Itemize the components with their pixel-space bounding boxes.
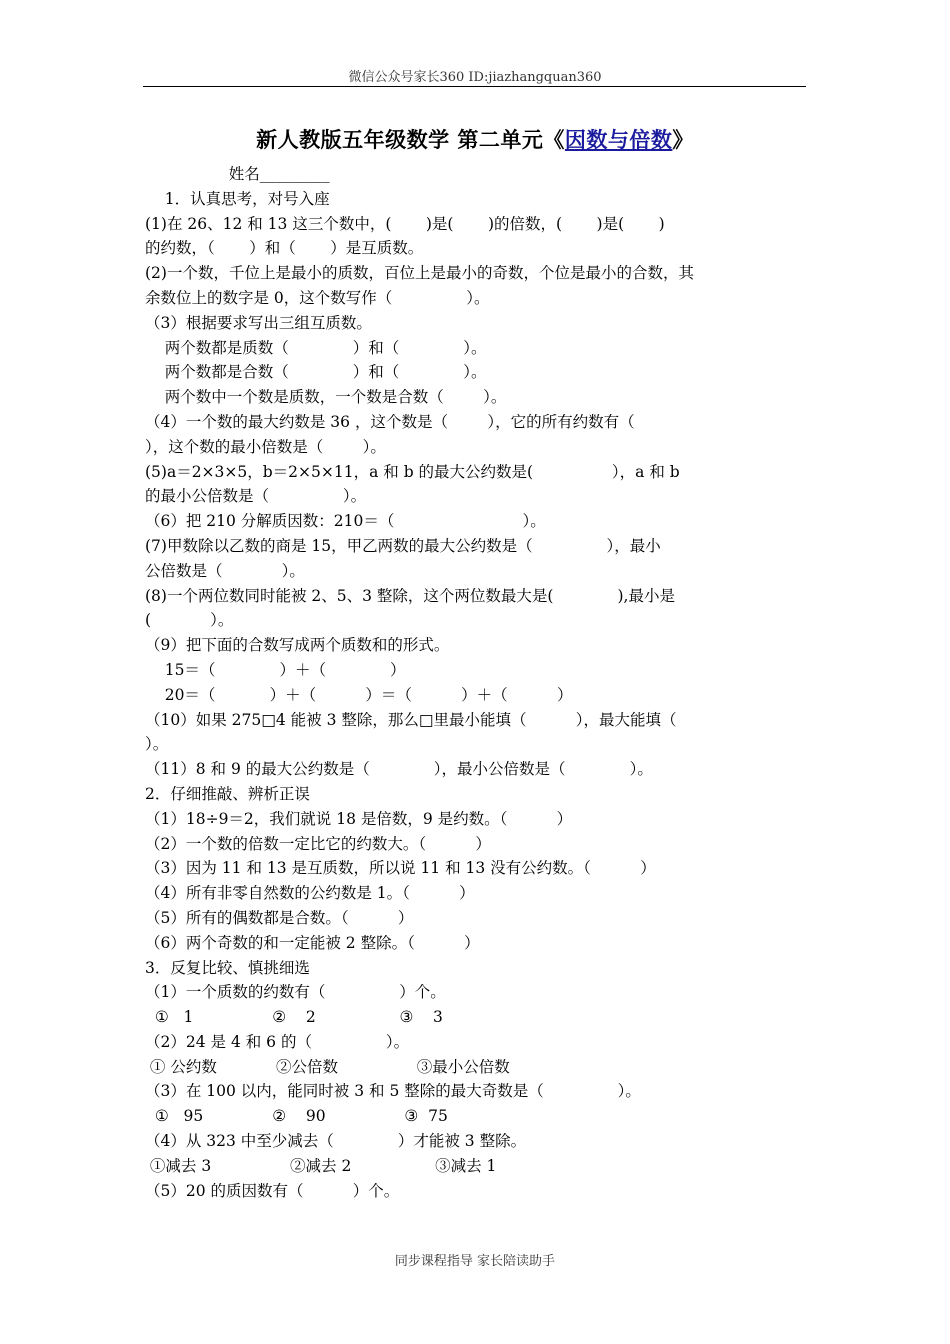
text-line: （1）一个质数的约数有（ ）个。 — [145, 983, 446, 1002]
text-line: （4）从 323 中至少减去（ ）才能被 3 整除。 — [145, 1132, 527, 1151]
text-line: 姓名_________ — [145, 165, 330, 183]
page-footer: 同步课程指导 家长陪读助手 — [394, 1254, 556, 1269]
document-title — [0, 124, 950, 154]
text-line: （11）8 和 9 的最大公约数是（ ），最小公倍数是（ ）。 — [145, 760, 653, 779]
text-line: （9）把下面的合数写成两个质数和的形式。 — [145, 636, 450, 655]
text-line: 的最小公倍数是（ ）。 — [145, 487, 367, 506]
text-line: 公倍数是（ ）。 — [145, 561, 305, 580]
text-line: （10）如果 275□4 能被 3 整除，那么□里最小能填（ ），最大能填（ — [145, 710, 677, 729]
text-line: 两个数都是质数（ ）和（ ）。 — [145, 338, 487, 357]
text-line: 1．认真思考，对号入座 — [145, 189, 330, 208]
text-line: （4）所有非零自然数的公约数是 1。（ ） — [145, 884, 475, 903]
text-line: （6）把 210 分解质因数：210＝（ ）。 — [145, 512, 546, 531]
text-line: （5）20 的质因数有（ ）个。 — [145, 1181, 400, 1200]
text-line: (8)一个两位数同时能被 2、5、3 整除，这个两位数最大是( ),最小是 — [145, 586, 675, 605]
title-link[interactable]: 因数与倍数 — [564, 127, 673, 152]
text-line: ）。 — [145, 735, 169, 754]
text-line: 15＝（ ）＋（ ） — [145, 660, 406, 679]
text-line: （1）18÷9＝2，我们就说 18 是倍数，9 是约数。（ ） — [145, 809, 573, 828]
text-line: ① 95 ② 90 ③ 75 — [145, 1107, 448, 1126]
text-line: 2．仔细推敲、辨析正误 — [145, 784, 310, 803]
text-line: （3）根据要求写出三组互质数。 — [145, 313, 372, 332]
page-header: 微信公众号家长360 ID:jiazhangquan360 — [348, 70, 602, 85]
header-divider — [143, 86, 806, 87]
text-line: 两个数都是合数（ ）和（ ）。 — [145, 363, 487, 382]
text-line: （6）两个奇数的和一定能被 2 整除。（ ） — [145, 933, 480, 952]
text-line: 3．反复比较、慎挑细选 — [145, 958, 310, 977]
text-line: 两个数中一个数是质数，一个数是合数（ ）。 — [145, 388, 507, 407]
text-line: （5）所有的偶数都是合数。（ ） — [145, 908, 414, 927]
text-line: 余数位上的数字是 0，这个数写作（ ）。 — [145, 288, 490, 307]
text-line: （2）24 是 4 和 6 的（ ）。 — [145, 1032, 410, 1051]
text-line: (7)甲数除以乙数的商是 15，甲乙两数的最大公约数是（ ），最小 — [145, 536, 661, 555]
title-prefix: 新人教版五年级数学 第二单元《 — [256, 127, 565, 152]
text-line: ），这个数的最小倍数是（ ）。 — [145, 437, 386, 456]
text-line: （2）一个数的倍数一定比它的约数大。（ ） — [145, 834, 491, 853]
text-line: (2)一个数，千位上是最小的质数，百位上是最小的奇数，个位是最小的合数，其 — [145, 264, 694, 283]
worksheet-body — [145, 162, 810, 1203]
text-line: ( ）。 — [145, 611, 234, 630]
text-line: ①减去 3 ②减去 2 ③减去 1 — [145, 1156, 497, 1175]
text-line: (5)a＝2×3×5，b＝2×5×11，a 和 b 的最大公约数是( ），a 和 b — [145, 462, 680, 481]
text-line: ① 1 ② 2 ③ 3 — [145, 1008, 443, 1027]
text-line: 的约数，（ ）和（ ）是互质数。 — [145, 239, 424, 258]
text-line: （4）一个数的最大约数是 36 ，这个数是（ ），它的所有约数有（ — [145, 412, 635, 431]
text-line: （3）因为 11 和 13 是互质数，所以说 11 和 13 没有公约数。（ ） — [145, 859, 656, 878]
text-line: (1)在 26、12 和 13 这三个数中，( )是( )的倍数，( )是( ) — [145, 214, 665, 233]
text-line: ① 公约数 ②公倍数 ③最小公倍数 — [145, 1057, 510, 1076]
text-line: 20＝（ ）＋（ ）＝（ ）＋（ ） — [145, 685, 573, 704]
text-line: （3）在 100 以内，能同时被 3 和 5 整除的最大奇数是（ ）。 — [145, 1082, 641, 1101]
title-suffix: 》 — [672, 127, 694, 152]
